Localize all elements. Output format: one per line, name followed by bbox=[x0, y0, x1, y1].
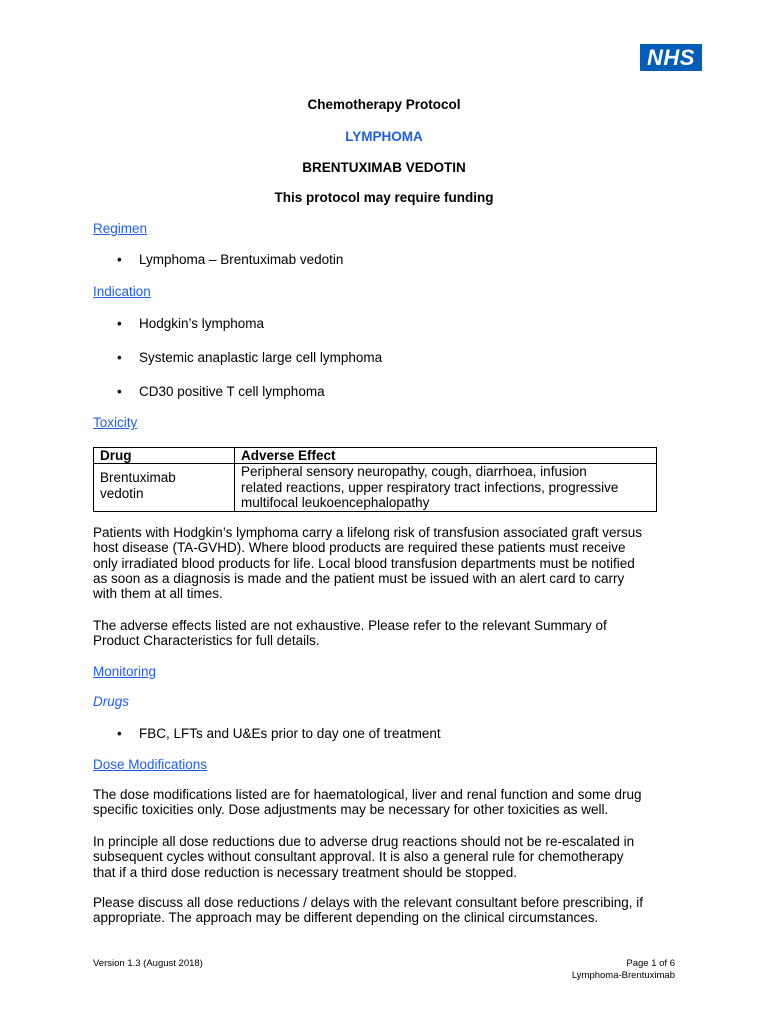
indication-heading[interactable]: Indication bbox=[93, 284, 151, 299]
paragraph-line: with them at all times. bbox=[93, 586, 223, 602]
effect-line: Peripheral sensory neuropathy, cough, diarrhoea, infusion bbox=[241, 464, 587, 479]
drugs-subheading: Drugs bbox=[93, 694, 130, 709]
paragraph-line: Patients with Hodgkin’s lymphoma carry a lifelong risk of transfusion associated graft versus bbox=[93, 525, 642, 540]
paragraph-line: as soon as a diagnosis is made and the patient must be issued with an alert card to carry bbox=[93, 570, 625, 586]
paragraph-line: In principle all dose reductions due to adverse drug reactions should not be re-escalated in bbox=[93, 834, 635, 849]
drug-title: BRENTUXIMAB VEDOTIN bbox=[302, 160, 466, 175]
paragraph-line: only irradiated blood products for life. Local blood transfusion departments must be notified bbox=[93, 555, 635, 571]
footer-version: Version 1.3 (August 2018) bbox=[93, 958, 203, 969]
table-header-effect: Adverse Effect bbox=[235, 448, 657, 464]
bullet-icon: • bbox=[117, 252, 122, 267]
indication-item: Systemic anaplastic large cell lymphoma bbox=[139, 350, 383, 365]
paragraph-line: The adverse effects listed are not exhaustive. Please refer to the relevant Summary of bbox=[93, 618, 607, 633]
dose-modifications-heading[interactable]: Dose Modifications bbox=[93, 757, 208, 772]
funding-note: This protocol may require funding bbox=[274, 190, 494, 205]
paragraph-line: appropriate. The approach may be different depending on the clinical circumstances. bbox=[93, 910, 599, 926]
indication-item: CD30 positive T cell lymphoma bbox=[139, 384, 325, 399]
category-title: LYMPHOMA bbox=[345, 129, 423, 144]
table-header-row bbox=[94, 448, 657, 464]
table-cell-effect bbox=[235, 464, 657, 512]
drug-line: vedotin bbox=[100, 485, 144, 501]
dose-paragraph-3 bbox=[93, 895, 683, 926]
paragraph-line: The dose modifications listed are for haematological, liver and renal function and some drug bbox=[93, 787, 642, 802]
paragraph-line: specific toxicities only. Dose adjustments may be necessary for other toxicities as well. bbox=[93, 802, 609, 818]
paragraph-line: subsequent cycles without consultant approval. It is also a general rule for chemotherapy bbox=[93, 849, 624, 865]
dose-paragraph-1 bbox=[93, 787, 683, 818]
regimen-heading[interactable]: Regimen bbox=[93, 221, 148, 236]
effect-line: multifocal leukoencephalopathy bbox=[241, 495, 430, 510]
indication-item: Hodgkin’s lymphoma bbox=[139, 316, 265, 331]
regimen-item: Lymphoma – Brentuximab vedotin bbox=[139, 252, 344, 267]
drug-line: Brentuximab bbox=[100, 470, 176, 485]
paragraph-line: Product Characteristics for full details. bbox=[93, 633, 320, 649]
toxicity-table bbox=[93, 447, 657, 512]
monitoring-item: FBC, LFTs and U&Es prior to day one of treatment bbox=[139, 726, 441, 741]
nhs-logo: NHS bbox=[640, 44, 702, 71]
dose-paragraph-2 bbox=[93, 834, 683, 880]
table-row bbox=[94, 464, 657, 512]
bullet-icon: • bbox=[117, 384, 122, 399]
document-title: Chemotherapy Protocol bbox=[307, 97, 461, 112]
table-cell-drug bbox=[94, 464, 235, 512]
bullet-icon: • bbox=[117, 350, 122, 365]
table-header-drug: Drug bbox=[94, 448, 235, 464]
footer-document-name: Lymphoma-Brentuximab bbox=[571, 970, 675, 981]
bullet-icon: • bbox=[117, 726, 122, 741]
paragraph-line: that if a third dose reduction is necessary treatment should be stopped. bbox=[93, 864, 517, 880]
toxicity-heading[interactable]: Toxicity bbox=[93, 415, 138, 430]
transfusion-paragraph bbox=[93, 525, 683, 601]
monitoring-heading[interactable]: Monitoring bbox=[93, 664, 157, 679]
adverse-effects-paragraph bbox=[93, 618, 683, 649]
footer-page-number: Page 1 of 6 bbox=[626, 958, 675, 969]
paragraph-line: host disease (TA-GVHD). Where blood products are required these patients must receive bbox=[93, 540, 626, 556]
bullet-icon: • bbox=[117, 316, 122, 331]
paragraph-line: Please discuss all dose reductions / delays with the relevant consultant before prescribing, if bbox=[93, 895, 644, 910]
effect-line: related reactions, upper respiratory tract infections, progressive bbox=[241, 479, 619, 495]
